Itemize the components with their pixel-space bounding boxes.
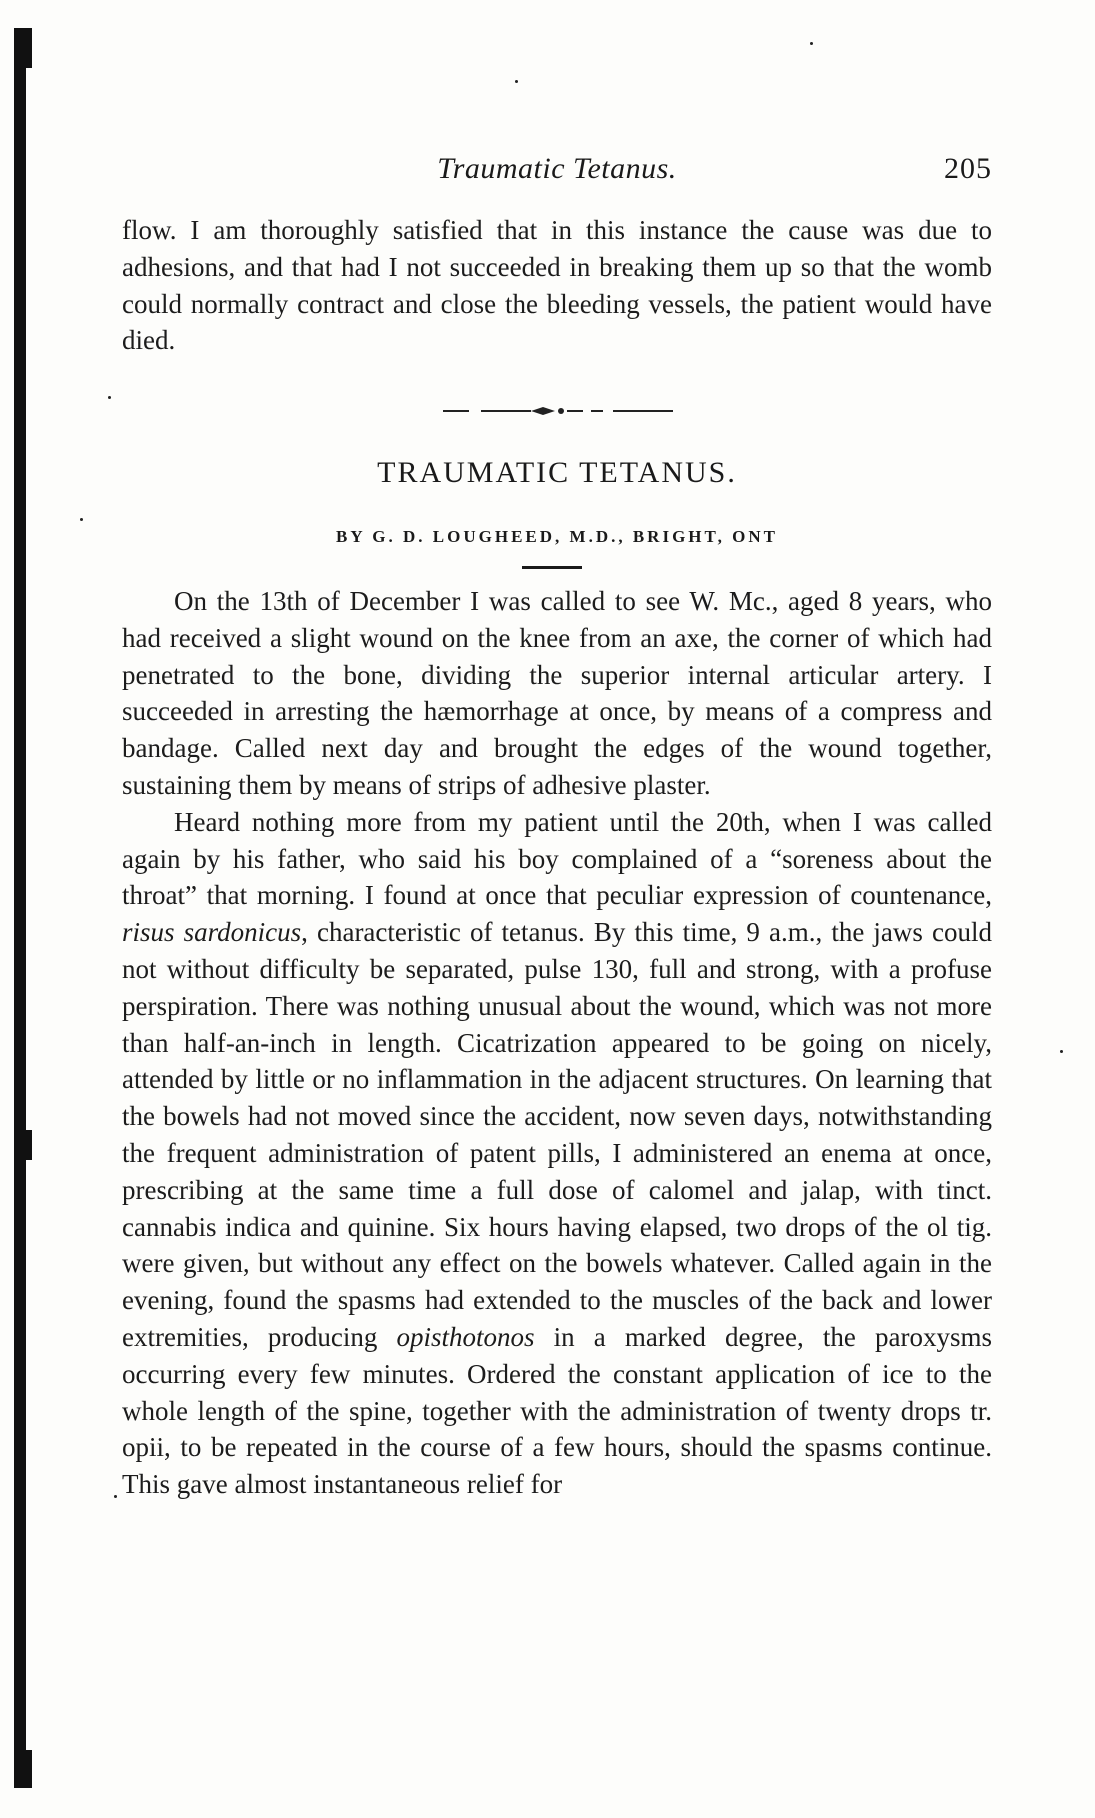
running-head xyxy=(122,152,992,192)
running-title: Traumatic Tetanus. xyxy=(437,152,677,185)
latin-term-opisthotonos: opisthotonos xyxy=(396,1321,535,1352)
scan-speck xyxy=(515,80,518,83)
latin-term-risus-sardonicus: risus sardonicus xyxy=(122,917,302,948)
byline-rule xyxy=(522,566,582,569)
scan-speck xyxy=(108,396,111,399)
paragraph-2-text: Heard nothing more from my patient until the 20th, when I was called again by his father, who said his boy complained of a “soreness about the throat” that morning. I found at once that peculiar expression of countenance, xyxy=(122,806,992,911)
paragraph-2 xyxy=(122,804,992,1503)
binding-edge-mark xyxy=(26,1750,32,1788)
section-divider xyxy=(443,404,673,418)
paragraph-1: On the 13th of December I was called to see W. Mc., aged 8 years, who had received a slight wound on the knee from an axe, the corner of which had penetrated to the bone, dividing the superior internal articular artery. I succeeded in arresting the hæmorrhage at once, by means of a compress and bandage. Called next day and brought the edges of the wound together, sustaining them by means of strips of adhesive plaster. xyxy=(122,586,992,800)
binding-edge xyxy=(14,28,26,1788)
article-body xyxy=(122,583,992,1503)
paragraph-text: flow. I am thoroughly satisfied that in this instance the cause was due to adhesions, and that had I not succeeded in breaking them up so that the womb could normally contract and close the bleeding vessels, the patient would have died. xyxy=(122,215,992,356)
paragraph-2-text: , characteristic of tetanus. By this time, 9 a.m., the jaws could not without difficulty be separated, pulse 130, full and strong, with a profuse perspiration. There was nothing unusual about the wound, which was not more than half-an-inch in length. Cicatrization appeared to be going on nicely, attended by little or no inflammation in the adjacent structures. On learning that the bowels had not moved since the accident, now seven days, notwithstanding the frequent administration of patent pills, I administered an enema at once, prescribing at the same time a full dose of calomel and jalap, with tinct. cannabis indica and quinine. Six hours having elapsed, two drops of the ol tig. were given, but without any effect on the bowels whatever. Called again in the evening, found the spasms had extended to the muscles of the back and lower extremities, producing xyxy=(122,917,992,1352)
article-byline: BY G. D. LOUGHEED, M.D., BRIGHT, ONT xyxy=(336,527,778,546)
binding-edge-mark xyxy=(26,1130,32,1160)
scan-speck xyxy=(114,1495,117,1498)
page-number: 205 xyxy=(944,152,992,185)
article-title: TRAUMATIC TETANUS. xyxy=(377,456,737,489)
previous-article-closing-paragraph xyxy=(122,212,992,359)
scan-speck xyxy=(1060,1050,1063,1053)
paragraph-2-text: in a marked degree, the paroxysms occurring every few minutes. Ordered the constant application of ice to the whole length of the spine, together with the administration of twenty drops tr. opii, to be repeated in the course of a few hours, should the spasms continue. This gave almost instantaneous relief for xyxy=(122,1321,992,1500)
scan-speck xyxy=(80,518,83,521)
binding-edge-mark xyxy=(26,28,32,68)
scan-speck xyxy=(810,42,813,45)
